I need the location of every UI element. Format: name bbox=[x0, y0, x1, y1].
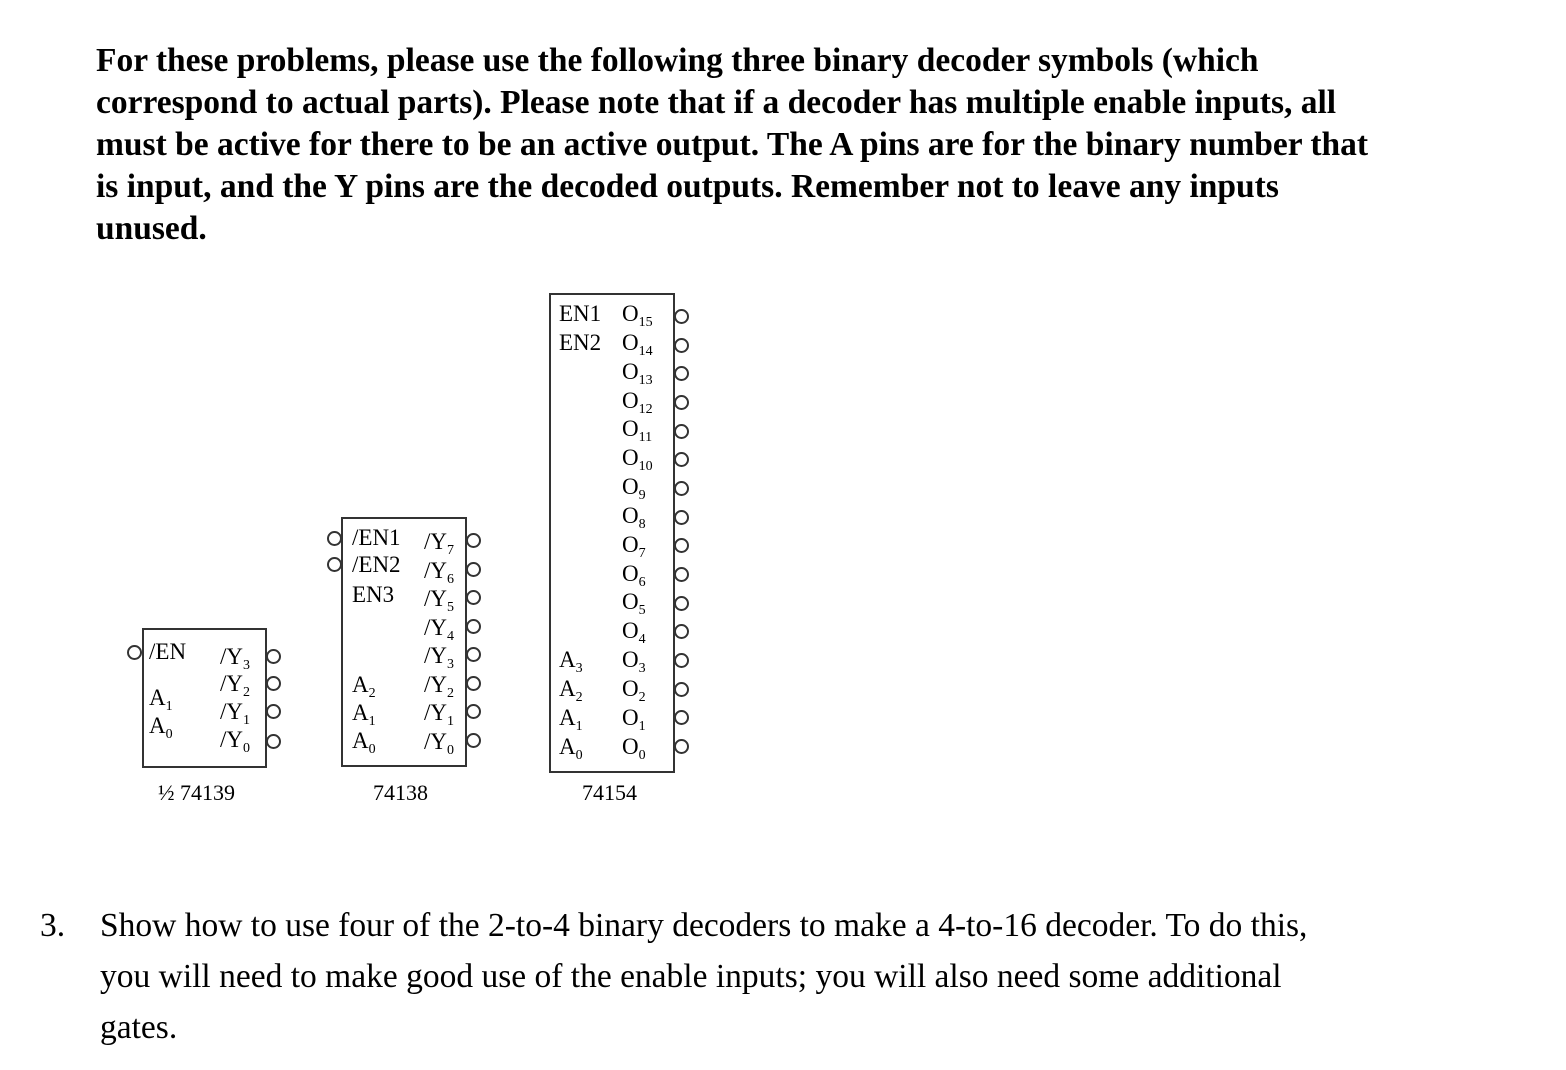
pin-o9: $O_9$ bbox=[622, 474, 646, 503]
question-line: you will need to make good use of the enable inputs; you will also need some additional bbox=[100, 958, 1282, 995]
output-bubble-icon bbox=[674, 309, 689, 324]
output-bubble-icon bbox=[674, 596, 689, 611]
output-bubble-icon bbox=[674, 366, 689, 381]
output-bubble-icon bbox=[674, 538, 689, 553]
output-bubble-icon bbox=[674, 682, 689, 697]
output-bubble-icon bbox=[466, 619, 481, 634]
pin-y7: $/Y_7$ bbox=[424, 529, 454, 558]
question-line: gates. bbox=[100, 1009, 178, 1046]
pin-o0: $O_0$ bbox=[622, 734, 646, 763]
question-line: Show how to use four of the 2-to-4 binary decoders to make a 4-to-16 decoder. To do this, bbox=[100, 907, 1308, 944]
pin-a2: $A_2$ bbox=[352, 672, 376, 701]
pin-o13: $O_{13}$ bbox=[622, 359, 653, 388]
output-bubble-icon bbox=[674, 481, 689, 496]
pin-o2: $O_2$ bbox=[622, 676, 646, 705]
pin-en2: EN2 bbox=[559, 330, 602, 355]
pin-y1: $/Y_1$ bbox=[424, 700, 454, 729]
pin-o4: $O_4$ bbox=[622, 618, 646, 647]
pin-a0: $A_0$ bbox=[559, 734, 583, 763]
pin-en2: /EN2 bbox=[352, 552, 401, 577]
intro-line: unused. bbox=[96, 210, 207, 247]
output-bubble-icon bbox=[674, 452, 689, 467]
output-bubble-icon bbox=[674, 739, 689, 754]
pin-a2: $A_2$ bbox=[559, 676, 583, 705]
pin-y2: $/Y_2$ bbox=[424, 672, 454, 701]
output-bubble-icon bbox=[466, 676, 481, 691]
enable-inversion-bubble-icon bbox=[127, 645, 142, 660]
intro-paragraph bbox=[96, 40, 1496, 250]
pin-o8: $O_8$ bbox=[622, 503, 646, 532]
pin-y6: $/Y_6$ bbox=[424, 558, 454, 587]
pin-o11: $O_{11}$ bbox=[622, 416, 653, 445]
pin-y2: $/Y_2$ bbox=[220, 671, 250, 700]
pin-en3: EN3 bbox=[352, 582, 395, 607]
output-bubble-icon bbox=[674, 424, 689, 439]
chip-caption: 74138 bbox=[373, 780, 428, 805]
pin-a0: $A_0$ bbox=[149, 713, 173, 742]
pin-y0: $/Y_0$ bbox=[220, 727, 250, 756]
intro-line: is input, and the Y pins are the decoded outputs. Remember not to leave any inputs bbox=[96, 168, 1279, 205]
pin-o14: $O_{14}$ bbox=[622, 330, 653, 359]
pin-en1: EN1 bbox=[559, 301, 602, 326]
output-bubble-icon bbox=[466, 562, 481, 577]
question-text bbox=[100, 900, 1520, 1053]
output-bubble-icon bbox=[674, 395, 689, 410]
pin-o10: $O_{10}$ bbox=[622, 445, 653, 474]
chip-caption: ½ 74139 bbox=[158, 780, 235, 805]
output-bubble-icon bbox=[466, 704, 481, 719]
pin-o1: $O_1$ bbox=[622, 705, 646, 734]
pin-y3: $/Y_3$ bbox=[424, 643, 454, 672]
pin-en1: /EN1 bbox=[352, 525, 401, 550]
enable-inversion-bubble-icon bbox=[327, 531, 342, 546]
pin-y3: $/Y_3$ bbox=[220, 644, 250, 673]
pin-o15: $O_{15}$ bbox=[622, 301, 653, 330]
output-bubble-icon bbox=[266, 649, 281, 664]
pin-y0: $/Y_0$ bbox=[424, 729, 454, 758]
output-bubble-icon bbox=[674, 338, 689, 353]
output-bubble-icon bbox=[266, 734, 281, 749]
intro-line: For these problems, please use the following three binary decoder symbols (which bbox=[96, 42, 1259, 79]
chip-body bbox=[549, 293, 675, 773]
pin-y5: $/Y_5$ bbox=[424, 586, 454, 615]
pin-a3: $A_3$ bbox=[559, 647, 583, 676]
pin-y1: $/Y_1$ bbox=[220, 699, 250, 728]
pin-o6: $O_6$ bbox=[622, 561, 646, 590]
output-bubble-icon bbox=[674, 653, 689, 668]
output-bubble-icon bbox=[466, 647, 481, 662]
pin-o7: $O_7$ bbox=[622, 532, 646, 561]
output-bubble-icon bbox=[674, 510, 689, 525]
output-bubble-icon bbox=[674, 567, 689, 582]
output-bubble-icon bbox=[674, 710, 689, 725]
pin-en: /EN bbox=[149, 639, 187, 664]
pin-a1: $A_1$ bbox=[559, 705, 583, 734]
pin-o12: $O_{12}$ bbox=[622, 388, 653, 417]
output-bubble-icon bbox=[266, 704, 281, 719]
output-bubble-icon bbox=[466, 733, 481, 748]
question-number: 3. bbox=[40, 907, 66, 944]
intro-line: must be active for there to be an active output. The A pins are for the binary number that bbox=[96, 126, 1369, 163]
pin-a1: $A_1$ bbox=[352, 700, 376, 729]
pin-o3: $O_3$ bbox=[622, 647, 646, 676]
output-bubble-icon bbox=[674, 624, 689, 639]
intro-line: correspond to actual parts). Please note that if a decoder has multiple enable inputs, all bbox=[96, 84, 1337, 121]
pin-a0: $A_0$ bbox=[352, 728, 376, 757]
pin-y4: $/Y_4$ bbox=[424, 615, 454, 644]
output-bubble-icon bbox=[466, 590, 481, 605]
pin-a1: $A_1$ bbox=[149, 685, 173, 714]
chip-caption: 74154 bbox=[582, 780, 637, 805]
output-bubble-icon bbox=[466, 533, 481, 548]
output-bubble-icon bbox=[266, 676, 281, 691]
pin-o5: $O_5$ bbox=[622, 589, 646, 618]
enable-inversion-bubble-icon bbox=[327, 557, 342, 572]
